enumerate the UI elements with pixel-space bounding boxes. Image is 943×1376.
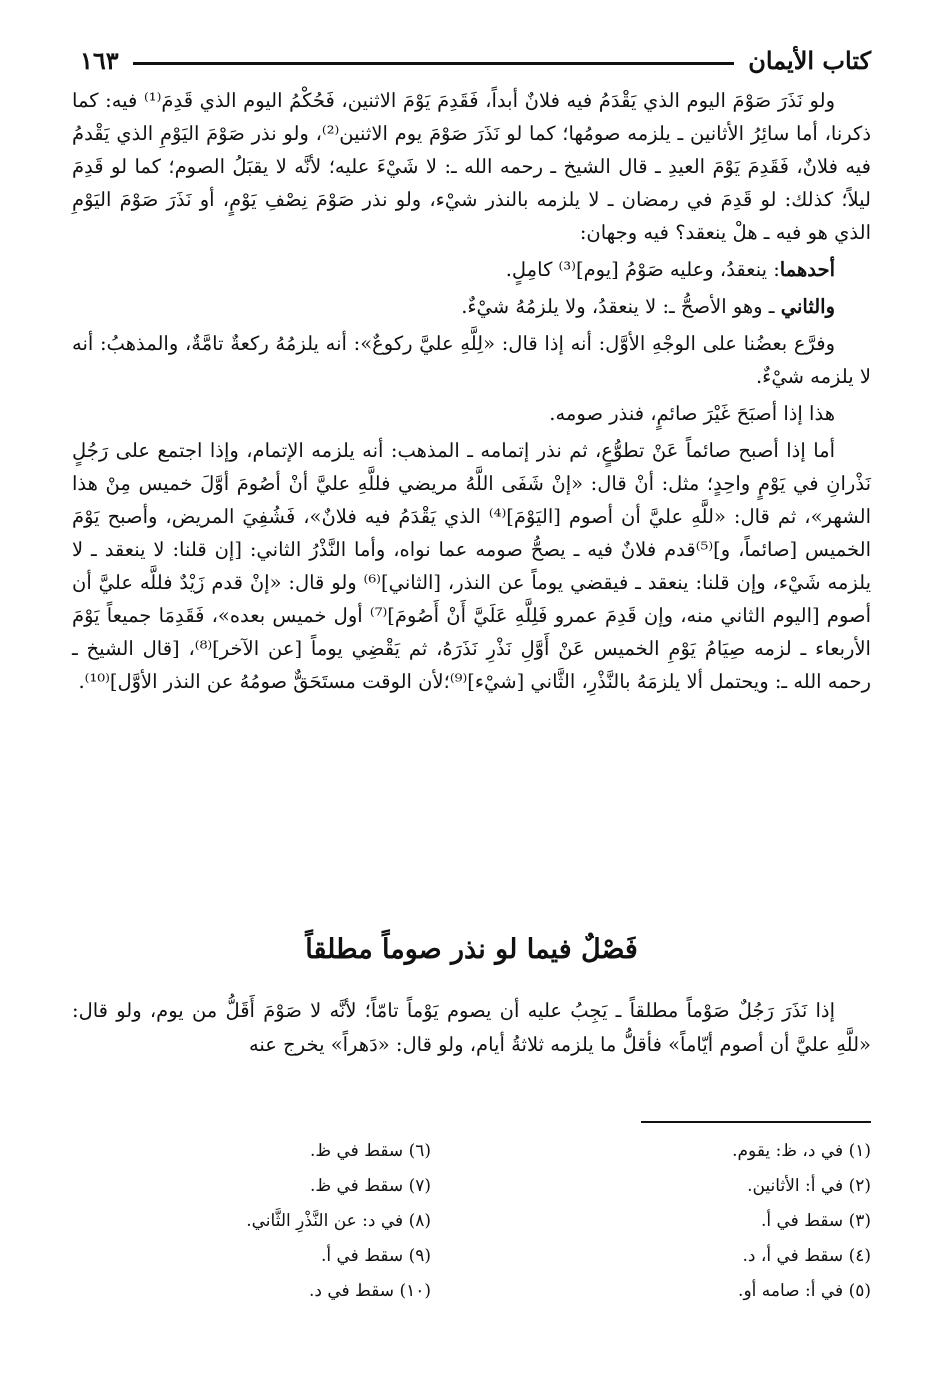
footnote: (٧) سقط في ظ. [309,1176,431,1196]
opinion-text: : ينعقدُ، وعليه صَوْمُ [يوم]⁽³⁾ كامِلٍ. [505,258,780,281]
footnotes [72,1134,871,1309]
opinion-label: والثاني [780,295,835,318]
footnote: (٦) سقط في ظ. [309,1141,431,1161]
paragraph: ولو نَذَرَ صَوْمَ اليوم الذي يَقْدَمُ فيه فلانٌ أبداً، فَقَدِمَ يَوْمَ الاثنين، فَحُكْمُ اليوم الذي قَدِمَ⁽¹⁾ فيه: كما ذكرنا، أما سائِرُ الأثانين ـ يلزمه صومُها؛ كما لو نَذَرَ صَوْمَ يوم الاثنين⁽²⁾، ولو نذر صَوْمَ اليَوْمِ الذي يَقْدمُ فيه فلانٌ، فَقَدِمَ يَوْمَ العيدِ ـ قال الشيخ ـ رحمه الله ـ: لا شَيْءَ عليه؛ لأنَّه لا يقبَلُ الصوم؛ كما لو قَدِمَ ليلاً؛ كذلك: لو قَدِمَ في رمضان ـ لا يلزمه بالنذر شيْء، ولو نذر صَوْمَ نِصْفِ يَوْمٍ، أو نَذَرَ صَوْمَ اليَوْمِ الذي هو فيه ـ هلْ ينعقد؟ فيه وجهان: [72,89,871,244]
book-title: كتاب الأيمان [748,45,871,75]
paragraph: أما إذا أصبح صائماً عَنْ تطوُّعٍ، ثم نذر إتمامه ـ المذهب: أنه يلزمه الإتمام، وإذا اجتمع على رَجُلٍ نَذْرانِ في يَوْمٍ واحِدٍ؛ مثل: أنْ قال: «إنْ شَفَى اللَّهُ مريضي فللَّهِ عليَّ أنْ أصُومَ أوَّلَ خميس مِنْ هذا الشهر»، ثم قال: «للَّهِ عليَّ أن أصوم [اليَوْمَ]⁽⁴⁾ الذي يَقْدَمُ فيه فلانٌ»، فَشُفِيَ المريض، وأصبح يَوْمَ الخميس [صائماً، و]⁽⁵⁾قدم فلانٌ فيه ـ يصحُّ صومه عما نواه، وأما النَّذْرُ الثاني: [إن قلنا: لا ينعقد ـ لا يلزمه شَيْء، وإن قلنا: ينعقد ـ فيقضي يوماً عن النذر، [الثاني]⁽⁶⁾ ولو قال: «إنْ قدم زَيْدٌ فللَّه عليَّ أن أصوم [اليوم الثاني منه، وإن قَدِمَ عمرو فَلِلَّهِ عَلَيَّ أَنْ أَصُومَ]⁽⁷⁾ أول خميس بعده»، فَقَدِمَا جميعاً يَوْمَ الأربعاء ـ لزمه صِيَامُ يَوْمِ الخميس عَنْ أَوَّلِ نَذْرِ نَذَرَهُ، ثم يَقْضِي يوماً [عن الآخر]⁽⁸⁾، [قال الشيخ ـ رحمه الله ـ: ويحتمل ألا يلزمَهُ بالنَّذْرِ، الثَّاني [شيْء]⁽⁹⁾؛لأن الوقت مستَحَقٌّ صومُهُ عن النذر الأوَّل]⁽¹⁰⁾. [72,439,872,693]
section-heading: فَصْلٌ فيما لو نذر صوماً مطلقاً [305,934,638,965]
footnote: (٢) في أ: الأثانين. [747,1176,871,1196]
footnote-rule [641,1121,871,1123]
footnotes-left-column [111,1134,431,1309]
footnote: (١٠) سقط في د. [308,1281,431,1301]
main-text [72,84,871,702]
paragraph: هذا إذا أصبَحَ غَيْرَ صائمٍ، فنذر صومه. [549,402,835,425]
footnote: (٨) في د: عن النَّذْرِ الثَّاني. [246,1211,431,1231]
footnote: (٥) في أ: صامه أو. [738,1281,871,1301]
section-text [72,994,871,1062]
paragraph-first-opinion [72,253,871,286]
paragraph: وفرَّع بعضُنا على الوجْهِ الأوَّل: أنه إذا قال: «لِلَّهِ عليَّ ركوعٌ»: أنه يلزمُهُ ركعةٌ تامَّةٌ، والمذهبُ: أنه لا يلزمه شيْءٌ. [72,332,871,388]
footnotes-right-column [551,1134,871,1309]
footnote: (٣) سقط في أ. [760,1211,871,1231]
opinion-text: ـ وهو الأصحُّ ـ: لا ينعقدُ، ولا يلزمُهُ شيْءٌ. [461,295,781,318]
footnote: (١) في د، ظ: يقوم. [732,1141,871,1161]
header-rule [133,62,735,65]
paragraph: إذا نَذَرَ رَجُلٌ صَوْماً مطلقاً ـ يَجِبُ عليه أن يصوم يَوْماً تامّاً؛ لأنَّه لا صَوْمَ أَقَلُّ من يوم، ولو قال: «للَّهِ عليَّ أن أصوم أيّاماً» فأقلُّ ما يلزمه ثلاثةُ أيام، ولو قال: «دَهراً» يخرج عنه [72,999,871,1056]
opinion-label: أحدهما [779,258,835,281]
footnote: (٤) سقط في أ، د. [742,1246,871,1266]
running-header [80,40,871,80]
paragraph-second-opinion [72,290,871,323]
footnote: (٩) سقط في أ. [320,1246,431,1266]
page-number: ١٦٣ [80,45,119,75]
